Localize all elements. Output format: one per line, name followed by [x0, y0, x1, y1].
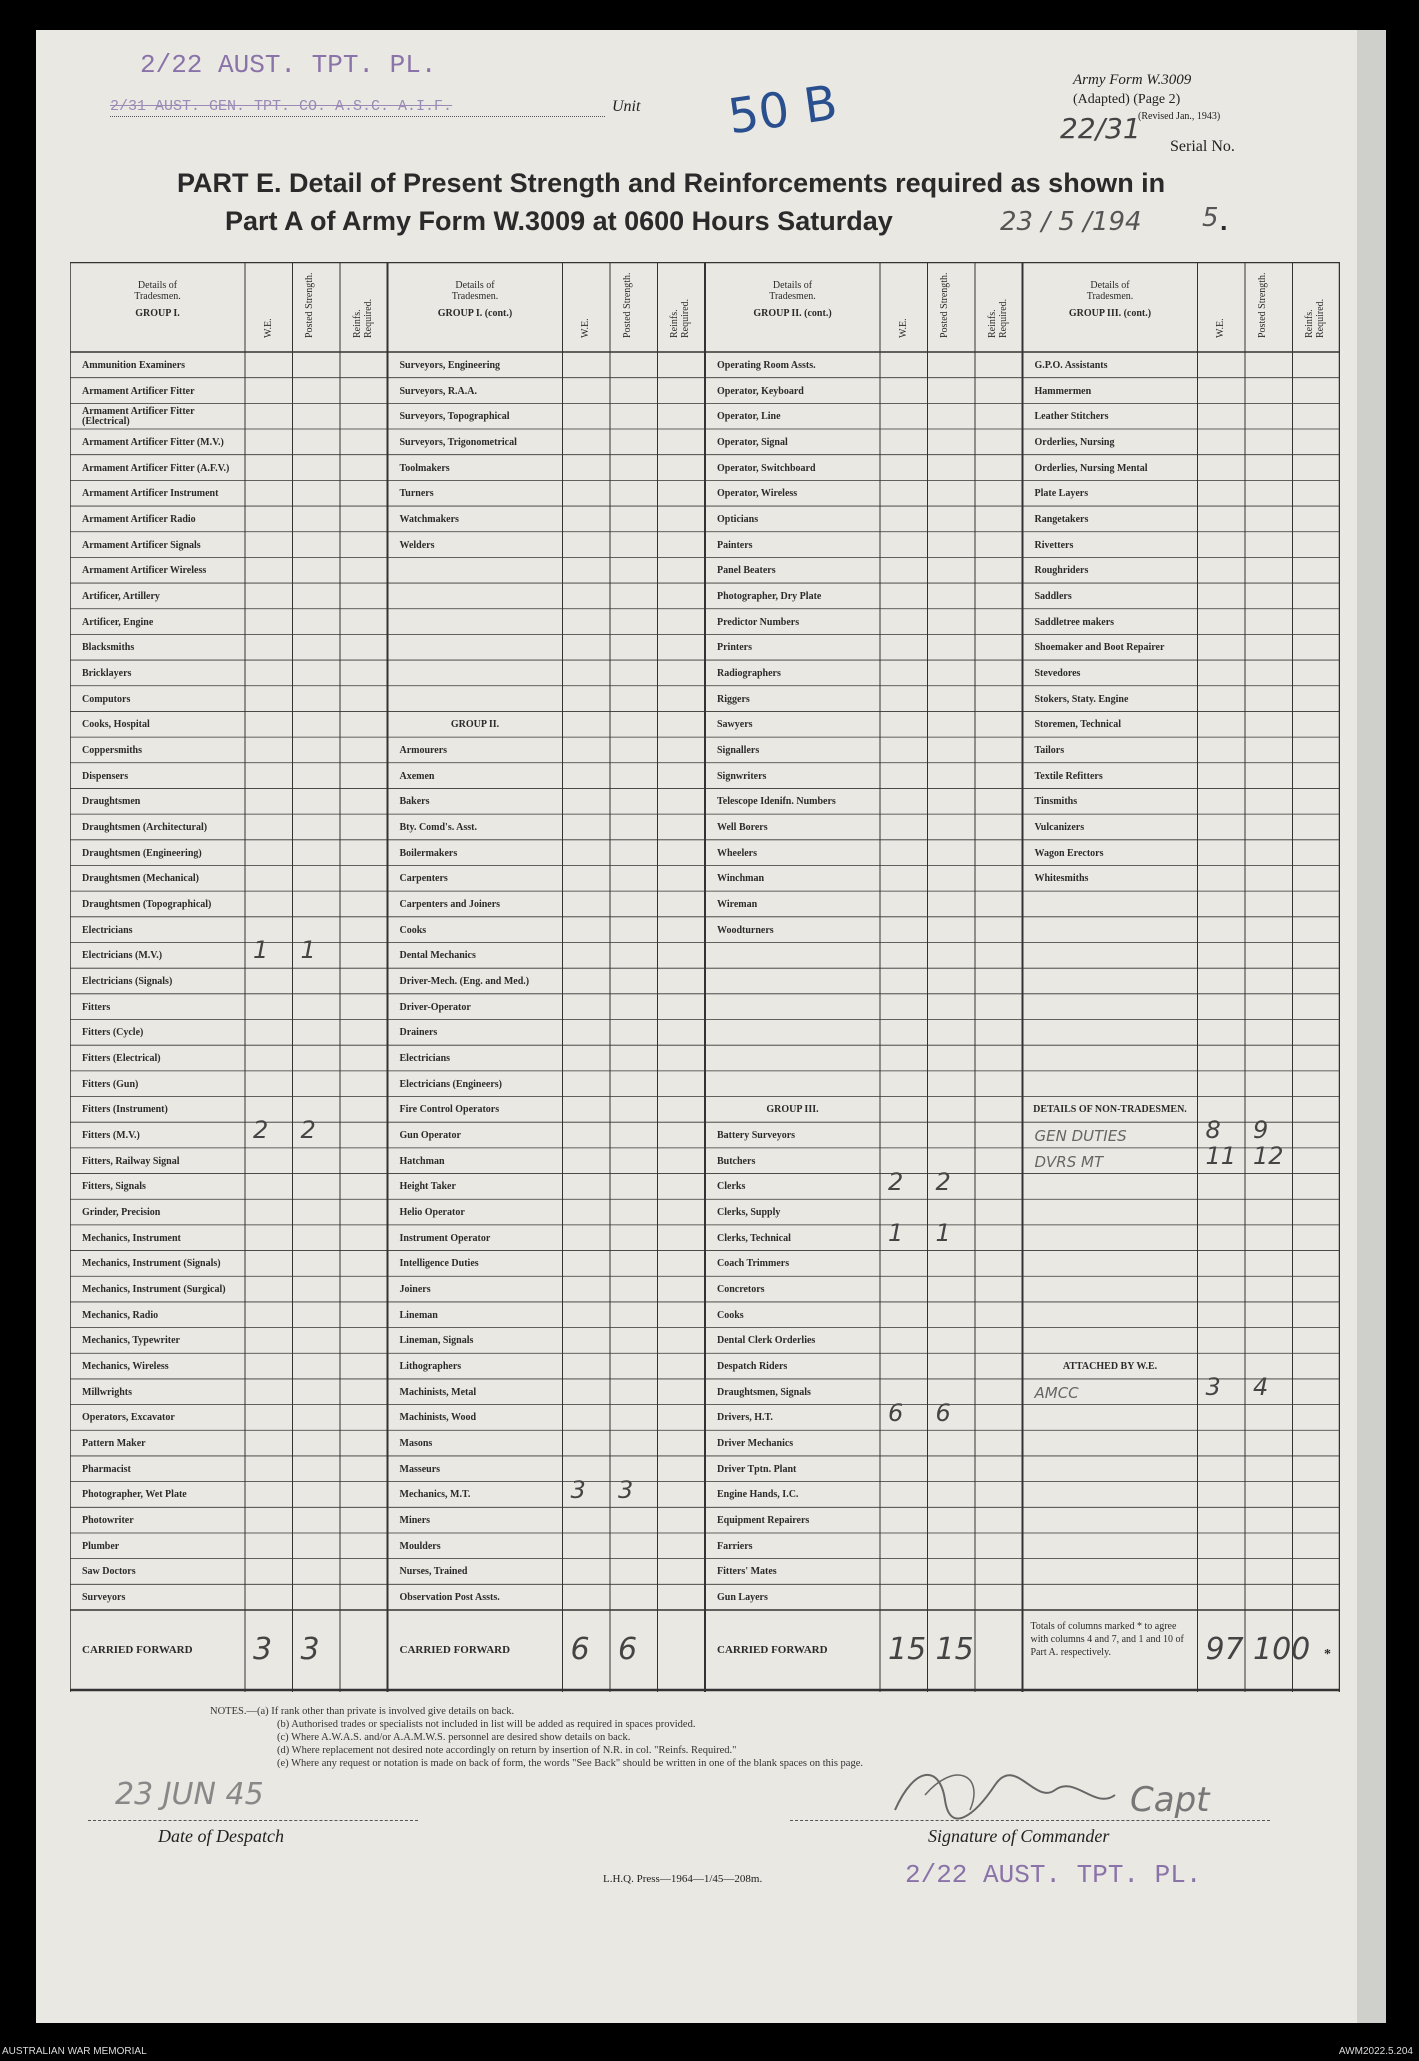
trade-label: Armourers [399, 744, 448, 756]
unit-struck-text: 2/31 AUST. GEN. TPT. CO. A.S.C. A.I.F. [110, 98, 453, 115]
trade-label: Fitters (Electrical) [82, 1053, 161, 1064]
trade-label: Machinists, Wood [399, 1412, 476, 1424]
header-text: GROUP III. (cont.) [1068, 308, 1152, 319]
trade-label: Predictor Numbers [717, 616, 800, 628]
trade-label: Wireman [717, 898, 758, 910]
title-line-2: Part A of Army Form W.3009 at 0600 Hours Saturday [225, 206, 893, 236]
unit-stamp-top: 2/22 AUST. TPT. PL. [140, 50, 437, 80]
unit-stamp-bottom: 2/22 AUST. TPT. PL. [905, 1860, 1202, 1890]
trade-label: Equipment Repairers [717, 1515, 810, 1527]
trade-label: Draughtsmen (Architectural) [82, 821, 208, 833]
column-header-trades [70, 280, 245, 319]
trade-label: Nurses, Trained [399, 1566, 468, 1578]
totals-note: Totals of columns marked * to agree with columns 4 and 7, and 1 and 10 of Part A. respectively. [1030, 1621, 1184, 1658]
trade-label: Cooks [399, 924, 427, 936]
trade-label: Panel Beaters [717, 565, 776, 577]
serial-number-handwritten: 22/31 [1060, 112, 1141, 145]
trade-label: Tinsmiths [1034, 796, 1078, 808]
archive-name: AUSTRALIAN WAR MEMORIAL [2, 2046, 147, 2057]
archive-footer [0, 2023, 1419, 2061]
archive-reference: AWM2022.5.204 [1338, 2046, 1413, 2057]
trade-label: Fitters, Signals [82, 1181, 146, 1193]
note-line: (c) Where A.W.A.S. and/or A.A.M.W.S. personnel are desired show details on back. [277, 1732, 631, 1743]
trade-label: Despatch Riders [717, 1361, 788, 1373]
signature-label: Signature of Commander [928, 1826, 1110, 1846]
page-edge-strip [1357, 30, 1386, 2023]
trade-label: Height Taker [399, 1181, 456, 1193]
trade-label: Artificer, Artillery [82, 590, 160, 602]
trade-label: Armament Artificer Radio [82, 513, 196, 525]
trade-label: Lineman [399, 1309, 438, 1321]
header-text: GROUP I. (cont.) [437, 308, 513, 319]
handwritten-entry: GEN DUTIES [1034, 1127, 1127, 1146]
column-header-posted: Posted Strength. [304, 272, 316, 338]
trade-label: Watchmakers [399, 513, 459, 525]
trade-label: Fitters, Railway Signal [82, 1155, 180, 1167]
ink-annotation: 50 B [724, 74, 841, 146]
trade-label: Coppersmiths [82, 744, 143, 756]
trade-label: Observation Post Assts. [399, 1592, 500, 1604]
trade-label: Bricklayers [82, 667, 132, 679]
unit-label: Unit [612, 98, 641, 115]
trade-label: Mechanics, Typewriter [82, 1335, 180, 1347]
carried-forward-label: CARRIED FORWARD [717, 1644, 828, 1656]
totals-star: * [1324, 1647, 1331, 1662]
column-header-we: W.E. [897, 318, 909, 338]
carried-forward-we: 6 [570, 1632, 590, 1667]
column-header-we: W.E. [580, 318, 592, 338]
column-header-posted: Posted Strength. [621, 272, 633, 338]
trade-label: Stevedores [1034, 667, 1081, 679]
title-year-handwritten: 5 [1202, 203, 1219, 233]
carried-forward-posted: 6 [618, 1632, 638, 1667]
group-heading: ATTACHED BY W.E. [1062, 1361, 1158, 1373]
trade-label: Draughtsmen [82, 796, 141, 808]
trade-label: Stokers, Staty. Engine [1034, 693, 1129, 705]
trade-label: Ammunition Examiners [82, 359, 186, 371]
we-value: 2 [253, 1116, 269, 1145]
trade-label: Armament Artificer Fitter (A.F.V.) [82, 462, 230, 474]
commander-signature: Capt [1130, 1780, 1210, 1820]
trade-label: Orderlies, Nursing [1034, 436, 1115, 448]
trade-label: Drainers [399, 1027, 438, 1039]
carried-forward-posted: 100 [1253, 1632, 1311, 1667]
trade-label: Armament Artificer Signals [82, 539, 201, 551]
header-text: Details of [772, 280, 813, 291]
trade-label: Pattern Maker [82, 1438, 146, 1450]
trade-label: Saw Doctors [82, 1566, 136, 1578]
we-value: 1 [253, 936, 269, 965]
column-header-we: W.E. [1215, 318, 1227, 338]
trade-label: Operators, Excavator [82, 1412, 175, 1424]
trade-label: Wheelers [717, 847, 757, 859]
trade-label: Saddlers [1034, 590, 1072, 602]
trade-label: Textile Refitters [1034, 770, 1103, 782]
trade-label: Orderlies, Nursing Mental [1034, 462, 1148, 474]
carried-forward-posted: 15 [935, 1632, 974, 1667]
title-date-handwritten: 23 / 5 /194 [1000, 207, 1142, 237]
trade-label: Concretors [717, 1284, 765, 1296]
trade-label: Surveyors, Engineering [399, 359, 501, 371]
signature-dotted-line [790, 1820, 1270, 1821]
form-adapted: (Adapted) (Page 2) [1073, 92, 1181, 107]
trade-label: Signallers [717, 744, 760, 756]
trade-label: Boilermakers [399, 847, 458, 859]
trade-label: Bty. Comd's. Asst. [399, 821, 478, 833]
trade-label: Electricians (Signals) [82, 975, 173, 987]
column-header-trades [705, 280, 880, 319]
header-text: Tradesmen. [134, 291, 181, 302]
trade-label: Telescope Idenifn. Numbers [717, 796, 836, 808]
trade-label: Electricians (M.V.) [82, 950, 163, 962]
trade-label: Moulders [399, 1540, 441, 1552]
trade-label: Farriers [717, 1540, 753, 1552]
trade-label: Carpenters and Joiners [399, 898, 501, 910]
trade-label: Draughtsmen, Signals [717, 1386, 811, 1398]
trade-label: Armament Artificer Wireless [82, 565, 207, 577]
trade-label: Mechanics, M.T. [399, 1489, 471, 1501]
press-imprint: L.H.Q. Press—1964—1/45—208m. [603, 1873, 763, 1885]
trade-label: Fitters (M.V.) [82, 1130, 140, 1142]
trade-label: Millwrights [82, 1386, 132, 1398]
trade-label: Armament Artificer Fitter [82, 385, 195, 397]
trade-label: Armament Artificer Fitter (Electrical) [82, 406, 195, 428]
trade-label: Artificer, Engine [82, 616, 154, 628]
title-period: . [1220, 206, 1228, 236]
trade-label: Carpenters [399, 873, 448, 885]
trade-label: Cooks, Hospital [82, 719, 150, 731]
trade-label: Toolmakers [399, 462, 450, 474]
carried-forward-posted: 3 [300, 1632, 320, 1667]
trade-label: Signwriters [717, 770, 767, 782]
trade-label: Lithographers [399, 1361, 462, 1373]
we-value: 11 [1205, 1141, 1237, 1170]
trade-label: Leather Stitchers [1034, 411, 1109, 423]
header-text: Details of [137, 280, 178, 291]
column-header-we: W.E. [262, 318, 274, 338]
column-header-reinfs: Reinfs. Required. [986, 298, 1009, 338]
trade-label: Rivetters [1034, 539, 1074, 551]
trade-label: Tailors [1034, 744, 1065, 756]
trade-label: Operator, Keyboard [717, 385, 804, 397]
trade-label: Printers [717, 642, 752, 654]
trade-label: Riggers [717, 693, 750, 705]
trade-label: Intelligence Duties [399, 1258, 479, 1270]
posted-strength-value: 3 [618, 1475, 634, 1504]
trade-label: G.P.O. Assistants [1034, 359, 1108, 371]
trade-label: Shoemaker and Boot Repairer [1034, 642, 1165, 654]
trade-label: Pharmacist [82, 1463, 131, 1475]
posted-strength-value: 1 [935, 1218, 951, 1247]
trade-label: Wagon Erectors [1034, 847, 1104, 859]
trade-label: Mechanics, Instrument [82, 1232, 181, 1244]
trade-label: Opticians [717, 513, 759, 525]
trade-label: Fire Control Operators [399, 1104, 500, 1116]
header-text: Tradesmen. [769, 291, 816, 302]
we-value: 6 [888, 1398, 904, 1427]
trade-label: Operator, Wireless [717, 488, 798, 500]
trade-label: Driver-Mech. (Eng. and Med.) [399, 975, 530, 987]
trade-label: Mechanics, Instrument (Signals) [82, 1258, 221, 1270]
we-value: 8 [1205, 1116, 1221, 1145]
trade-label: Mechanics, Instrument (Surgical) [82, 1284, 226, 1296]
posted-strength-value: 2 [300, 1116, 316, 1145]
trade-label: Operator, Line [717, 411, 781, 423]
despatch-label: Date of Despatch [158, 1826, 284, 1846]
trade-label: Computors [82, 693, 131, 705]
trade-label: Surveyors, Topographical [399, 411, 510, 423]
trade-label: Welders [399, 539, 435, 551]
trade-label: Draughtsmen (Engineering) [82, 847, 202, 859]
trade-label: Armament Artificer Fitter (M.V.) [82, 436, 224, 448]
column-header-reinfs: Reinfs. Required. [351, 298, 374, 338]
trade-label: Coach Trimmers [717, 1258, 790, 1270]
header-text: Details of [1090, 280, 1130, 291]
column-header-reinfs: Reinfs. Required. [669, 298, 692, 338]
trade-label: Electricians [399, 1053, 451, 1064]
trade-label: Miners [399, 1515, 431, 1527]
posted-strength-value: 12 [1253, 1141, 1284, 1170]
trade-label: Battery Surveyors [717, 1130, 796, 1142]
trade-label: Joiners [399, 1284, 431, 1296]
trade-label: Dental Clerk Orderlies [717, 1335, 816, 1347]
trade-label: Fitters (Gun) [82, 1078, 139, 1090]
trade-label: Electricians (Engineers) [399, 1078, 502, 1090]
despatch-date-handwritten: 23 JUN 45 [115, 1777, 264, 1812]
form-revised: (Revised Jan., 1943) [1138, 111, 1221, 122]
trade-label: Well Borers [717, 821, 768, 833]
note-line: (d) Where replacement not desired note accordingly on return by insertion of N.R. in col. "Reinfs. Required." [277, 1745, 737, 1756]
trade-label: Photowriter [82, 1515, 134, 1527]
handwritten-entry: AMCC [1034, 1383, 1079, 1402]
trade-label: Whitesmiths [1034, 873, 1089, 885]
posted-strength-value: 2 [935, 1167, 951, 1196]
we-value: 3 [570, 1475, 586, 1504]
trade-label: Engine Hands, I.C. [717, 1489, 799, 1501]
trade-label: Clerks [717, 1181, 746, 1193]
trade-label: Operating Room Assts. [717, 359, 816, 371]
note-line: (b) Authorised trades or specialists not included in list will be added as required in spaces provided. [277, 1719, 696, 1730]
trade-label: Fitters (Instrument) [82, 1104, 168, 1116]
trade-label: Surveyors [82, 1592, 126, 1604]
title-line-1: PART E. Detail of Present Strength and Reinforcements required as shown in [177, 168, 1166, 198]
trade-label: Surveyors, R.A.A. [399, 385, 477, 397]
trade-label: Dispensers [82, 770, 129, 782]
trade-label: Painters [717, 539, 753, 551]
group-heading: GROUP II. [450, 719, 500, 731]
posted-strength-value: 4 [1253, 1372, 1269, 1401]
column-header-posted: Posted Strength. [1256, 272, 1268, 338]
trade-label: Operator, Signal [717, 436, 788, 448]
posted-strength-value: 6 [935, 1398, 951, 1427]
trade-label: Hammermen [1034, 385, 1092, 397]
trade-label: Cooks [717, 1309, 744, 1321]
trade-label: Helio Operator [399, 1207, 465, 1219]
trade-label: Plate Layers [1034, 488, 1089, 500]
group-heading: DETAILS OF NON-TRADESMEN. [1033, 1104, 1187, 1116]
trade-label: Winchman [717, 873, 765, 885]
signature-scrawl [885, 1755, 1125, 1825]
strength-table [70, 262, 1340, 1692]
trade-label: Plumber [82, 1540, 120, 1552]
carried-forward-label: CARRIED FORWARD [399, 1644, 511, 1656]
trade-label: Saddletree makers [1034, 616, 1115, 628]
trade-label: Drivers, H.T. [717, 1412, 773, 1424]
trade-label: Turners [399, 488, 434, 500]
trade-label: Storemen, Technical [1034, 719, 1121, 731]
trade-label: Woodturners [717, 924, 774, 936]
column-header-posted: Posted Strength. [939, 272, 951, 338]
trade-label: Fitters [82, 1001, 111, 1013]
column-header-reinfs: Reinfs. Required. [1304, 298, 1327, 338]
trade-label: Gun Layers [717, 1592, 768, 1604]
trade-label: Clerks, Technical [717, 1232, 791, 1244]
despatch-dotted-line [88, 1820, 418, 1821]
trade-label: Blacksmiths [82, 642, 135, 654]
we-value: 2 [888, 1167, 904, 1196]
we-value: 3 [1205, 1372, 1221, 1401]
trade-label: Surveyors, Trigonometrical [399, 436, 517, 448]
trade-label: Grinder, Precision [82, 1207, 161, 1219]
trade-label: Draughtsmen (Topographical) [82, 898, 212, 910]
trade-label: Instrument Operator [399, 1232, 491, 1244]
trade-label: Axemen [399, 770, 435, 782]
note-line: (e) Where any request or notation is made on back of form, the words "See Back" should be written in one of the blank spaces on this page. [277, 1758, 864, 1769]
form-number: Army Form W.3009 [1073, 72, 1192, 88]
trade-label: Machinists, Metal [399, 1386, 477, 1398]
unit-dotted-line [110, 116, 605, 117]
header-text: Tradesmen. [1086, 291, 1134, 302]
column-header-trades [1023, 280, 1198, 319]
trade-label: Fitters' Mates [717, 1566, 777, 1578]
trade-label: Electricians [82, 924, 133, 936]
trade-label: Bakers [399, 796, 430, 808]
trade-label: Draughtsmen (Mechanical) [82, 873, 199, 885]
carried-forward-we: 3 [253, 1632, 273, 1667]
trade-label: Butchers [717, 1155, 756, 1167]
header-text: Details of [455, 280, 495, 291]
header-text: Tradesmen. [451, 291, 499, 302]
trade-label: Gun Operator [399, 1130, 461, 1142]
posted-strength-value: 9 [1253, 1116, 1269, 1145]
serial-label: Serial No. [1170, 138, 1235, 155]
trade-label: Driver Mechanics [717, 1438, 794, 1450]
header-text: GROUP II. (cont.) [753, 308, 832, 319]
trade-label: Dental Mechanics [399, 950, 476, 962]
we-value: 1 [888, 1218, 904, 1247]
trade-label: Operator, Switchboard [717, 462, 816, 474]
trade-label: Driver-Operator [399, 1001, 471, 1013]
trade-label: Radiographers [717, 667, 781, 679]
trade-label: Roughriders [1034, 565, 1089, 577]
carried-forward-label: CARRIED FORWARD [82, 1644, 193, 1656]
trade-label: Hatchman [399, 1155, 445, 1167]
trade-label: Photographer, Dry Plate [717, 590, 822, 602]
trade-label: Lineman, Signals [399, 1335, 474, 1347]
trade-label: Photographer, Wet Plate [82, 1489, 187, 1501]
trade-label: Mechanics, Radio [82, 1309, 159, 1321]
handwritten-entry: DVRS MT [1034, 1152, 1104, 1171]
header-text: GROUP I. [135, 308, 180, 319]
column-header-trades [388, 280, 563, 319]
group-heading: GROUP III. [766, 1104, 819, 1116]
trade-label: Sawyers [717, 719, 753, 731]
trade-label: Fitters (Cycle) [82, 1027, 144, 1039]
trade-label: Masseurs [399, 1463, 441, 1475]
trade-label: Driver Tptn. Plant [717, 1463, 797, 1475]
note-line: NOTES.—(a) If rank other than private is involved give details on back. [210, 1706, 515, 1717]
carried-forward-we: 97 [1205, 1632, 1244, 1667]
carried-forward-we: 15 [888, 1632, 927, 1667]
trade-label: Rangetakers [1034, 513, 1089, 525]
trade-label: Clerks, Supply [717, 1207, 781, 1219]
trade-label: Vulcanizers [1034, 821, 1085, 833]
trade-label: Armament Artificer Instrument [82, 488, 219, 500]
posted-strength-value: 1 [300, 936, 316, 965]
trade-label: Masons [399, 1438, 433, 1450]
trade-label: Mechanics, Wireless [82, 1361, 169, 1373]
